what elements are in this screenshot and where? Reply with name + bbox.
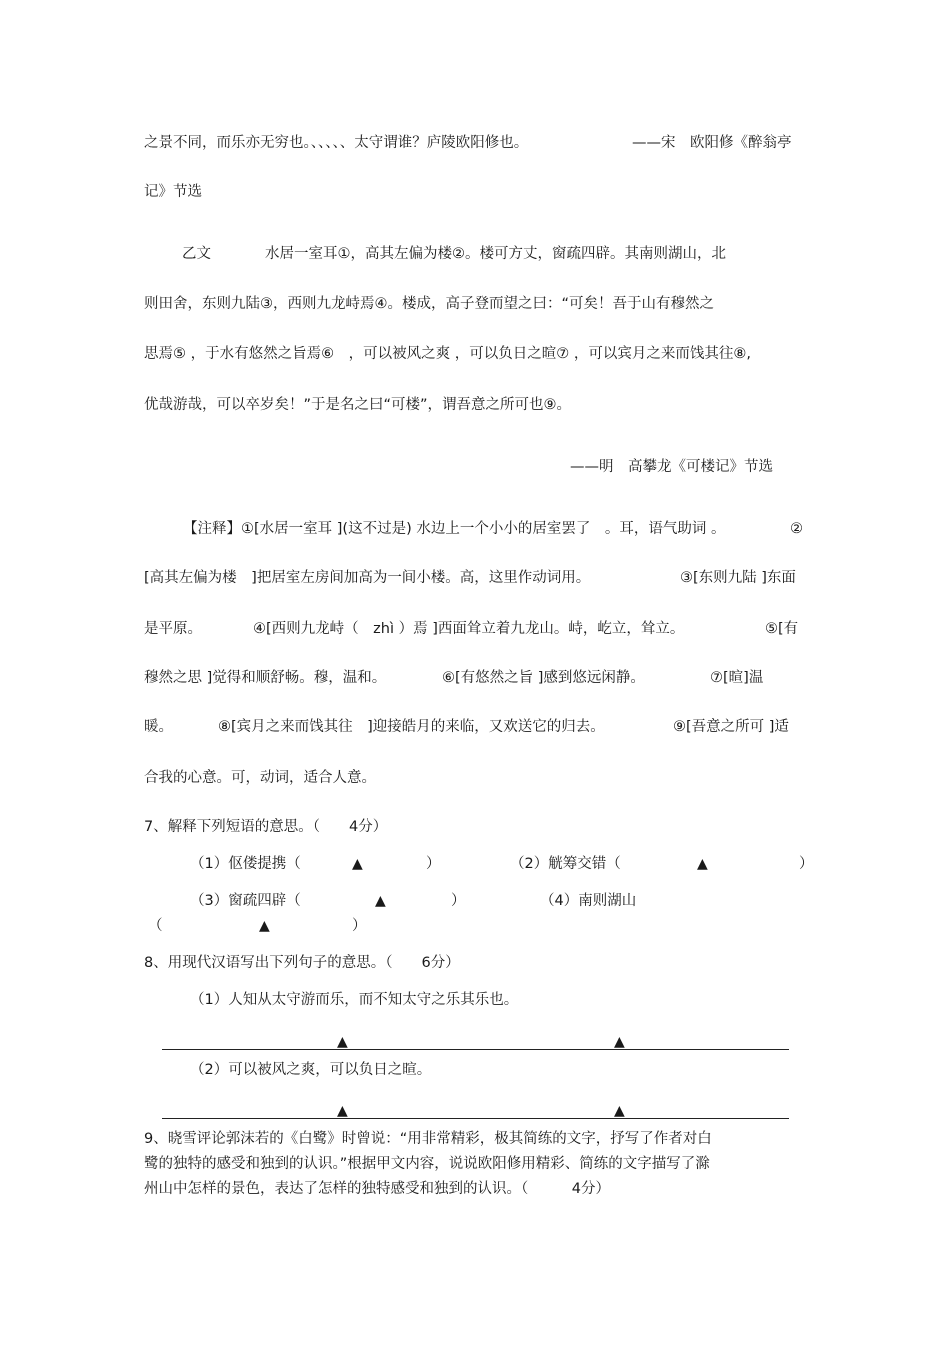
q8-sentence-1: （1）人知从太守游而乐，而不知太守之乐其乐也。 <box>190 992 519 1008</box>
q7-close-paren: ） <box>799 856 814 872</box>
passage-a-source-title: 欧阳修《醉翁亭 <box>690 135 792 151</box>
q9-line: 9、晓雪评论郭沫若的《白鹭》时曾说：“用非常精彩，极其简练的文字，抒写了作者对白 <box>144 1131 712 1147</box>
q7-close-paren: ） <box>451 893 466 909</box>
q7-item-2: （2）觥筹交错（ <box>510 856 621 872</box>
passage-b-line: 水居一室耳①，高其左偏为楼②。楼可方丈，窗疏四辟。其南则湖山，北 <box>265 246 726 262</box>
note-line: 合我的心意。可，动词，适合人意。 <box>144 770 376 786</box>
q7-item-3: （3）窗疏四辟（ <box>190 893 301 909</box>
q9-line: 鹭的独特的感受和独到的认识。”根据甲文内容，说说欧阳修用精彩、简练的文字描写了滁 <box>144 1156 710 1172</box>
passage-a-source-dash: ——宋 <box>632 135 676 151</box>
passage-a-line-1: 之景不同，而乐亦无穷也。、、、、、太守谓谁？庐陵欧阳修也。 <box>144 135 529 151</box>
answer-mark-triangle: ▲ <box>337 1034 348 1050</box>
q9-line: 州山中怎样的景色，表达了怎样的独特感受和独到的认识。（ 4分） <box>144 1181 610 1197</box>
q7-open-paren: （ <box>148 918 163 934</box>
q7-item-1: （1）伛偻提携（ <box>190 856 301 872</box>
q7-close-paren: ） <box>426 856 441 872</box>
note-line: 穆然之思 ]觉得和顺舒畅。穆，温和。 <box>144 670 387 686</box>
note-line: ③[东则九陆 ]东面 <box>680 570 796 586</box>
note-line: ⑧[宾月之来而饯其往 ]迎接皓月的来临，又欢送它的归去。 <box>218 719 605 735</box>
note-line: ④[西则九龙峙（ zhì ）焉 ]西面耸立着九龙山。峙，屹立，耸立。 <box>253 621 685 637</box>
answer-mark-triangle: ▲ <box>614 1103 625 1119</box>
passage-b-line: 思焉⑤ ，于水有悠然之旨焉⑥ ，可以被风之爽 ，可以负日之暄⑦ ，可以宾月之来而饯其往⑧, <box>144 346 751 362</box>
note-line: 暖。 <box>144 719 173 735</box>
answer-mark-triangle: ▲ <box>337 1103 348 1119</box>
note-line: ⑦[暄]温 <box>710 670 764 686</box>
passage-b-line: 则田舍，东则九陆③，西则九龙峙焉④。楼成，高子登而望之曰：“可矣！吾于山有穆然之 <box>144 296 715 312</box>
passage-b-line: 优哉游哉，可以卒岁矣！”于是名之曰“可楼”，谓吾意之所可也⑨。 <box>144 397 572 413</box>
answer-line[interactable] <box>162 1118 789 1119</box>
q7-title: 7、解释下列短语的意思。（ 4分） <box>144 819 388 835</box>
note-line: ⑤[有 <box>765 621 799 637</box>
note-line: 是平原。 <box>144 621 202 637</box>
note-line: [高其左偏为楼 ]把居室左房间加高为一间小楼。高，这里作动词用。 <box>144 570 591 586</box>
q8-title: 8、用现代汉语写出下列句子的意思。（ 6分） <box>144 955 460 971</box>
answer-mark-triangle: ▲ <box>352 856 363 872</box>
q7-item-4: （4）南则湖山 <box>540 893 637 909</box>
q8-sentence-2: （2）可以被风之爽，可以负日之暄。 <box>190 1062 432 1078</box>
answer-mark-triangle: ▲ <box>614 1034 625 1050</box>
note-line: 【注释】①[水居一室耳 ](这不过是) 水边上一个小小的居室罢了 。耳，语气助词 。 <box>183 521 726 537</box>
passage-a-line-2: 记》节选 <box>144 184 202 200</box>
answer-mark-triangle: ▲ <box>375 893 386 909</box>
note-line: ② <box>790 521 803 537</box>
answer-line[interactable] <box>162 1049 789 1050</box>
passage-b-label: 乙文 <box>182 246 211 262</box>
q7-close-paren: ） <box>352 918 367 934</box>
note-line: ⑨[吾意之所可 ]适 <box>673 719 789 735</box>
passage-b-source: ——明 高攀龙《可楼记》节选 <box>570 459 773 475</box>
note-line: ⑥[有悠然之旨 ]感到悠远闲静。 <box>442 670 645 686</box>
answer-mark-triangle: ▲ <box>259 918 270 934</box>
answer-mark-triangle: ▲ <box>697 856 708 872</box>
